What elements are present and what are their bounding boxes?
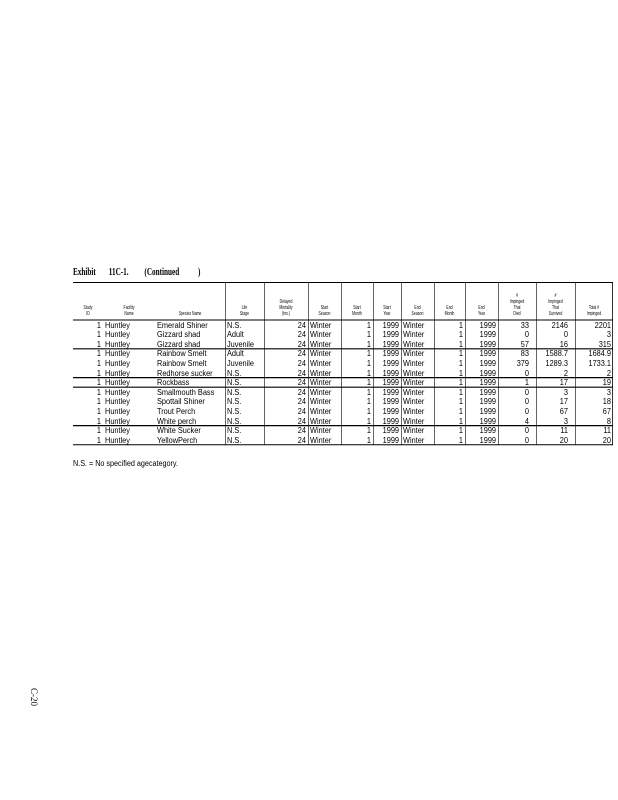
table-cell: Winter — [403, 330, 425, 340]
table-cell: 1 — [96, 406, 101, 416]
table-cell: 1 — [458, 387, 463, 397]
table-cell: 1 — [96, 378, 101, 388]
table-cell: 0 — [563, 330, 568, 340]
table-cell: Huntley — [105, 426, 130, 436]
table-cell: 17 — [559, 378, 568, 388]
exhibit-id: 11C-1. — [108, 267, 129, 278]
table-cell: 1 — [458, 368, 463, 378]
table-cell: 1999 — [479, 330, 496, 340]
column-header: Facility Name — [123, 305, 135, 317]
table-cell: Winter — [403, 349, 425, 359]
table-cell: 1 — [458, 358, 463, 368]
column-header: Delayed Mortality (hrs.) — [279, 299, 293, 317]
table-cell: White Sucker — [157, 426, 201, 436]
table-cell: 1999 — [382, 387, 399, 397]
table-cell: Huntley — [105, 320, 130, 330]
table-cell: 1999 — [479, 426, 496, 436]
table-cell: 1 — [96, 368, 101, 378]
table-cell: 0 — [524, 368, 529, 378]
table-cell: 3 — [563, 416, 568, 426]
table-cell: 3 — [606, 330, 611, 340]
exhibit-label: Exhibit — [73, 267, 96, 278]
column-header: # Impinged That Survived — [548, 293, 563, 317]
table-cell: 1684.9 — [588, 349, 611, 359]
table-cell: 1 — [458, 349, 463, 359]
table-cell: Huntley — [105, 435, 130, 445]
table-cell: 1 — [96, 397, 101, 407]
table-cell: Winter — [403, 387, 425, 397]
table-cell: 1999 — [479, 349, 496, 359]
table-cell: N.S. — [227, 368, 242, 378]
table-cell: Huntley — [105, 378, 130, 388]
table-cell: Winter — [310, 339, 332, 349]
table-cell: Spottail Shiner — [157, 397, 205, 407]
table-cell: 8 — [606, 416, 611, 426]
column-header: Study ID — [83, 305, 93, 317]
table-cell: Winter — [403, 397, 425, 407]
table-cell: Emerald Shiner — [157, 320, 208, 330]
table-cell: Winter — [310, 406, 332, 416]
table-cell: White perch — [157, 416, 197, 426]
table-cell: Winter — [403, 435, 425, 445]
table-cell: 1733.1 — [588, 358, 611, 368]
table-cell: N.S. — [227, 406, 242, 416]
table-cell: N.S. — [227, 435, 242, 445]
table-cell: 1999 — [382, 330, 399, 340]
table-cell: Winter — [310, 416, 332, 426]
continued-label: (Continued — [144, 267, 180, 278]
table-cell: 1999 — [382, 416, 399, 426]
table-cell: 1999 — [479, 320, 496, 330]
table-cell: 0 — [524, 406, 529, 416]
table-cell: Winter — [403, 426, 425, 436]
table-cell: Adult — [227, 349, 244, 359]
table-cell: Huntley — [105, 330, 130, 340]
table-cell: N.S. — [227, 378, 242, 388]
table-cell: 1999 — [382, 397, 399, 407]
table-cell: 19 — [602, 378, 611, 388]
table-cell: 1999 — [479, 368, 496, 378]
table-cell: 1289.3 — [545, 358, 568, 368]
table-cell: Winter — [310, 330, 332, 340]
table-cell: Winter — [310, 378, 332, 388]
table-cell: 1 — [458, 435, 463, 445]
table-cell: 0 — [524, 426, 529, 436]
column-header: Total # Impinged — [586, 305, 602, 317]
table-cell: Huntley — [105, 358, 130, 368]
table-cell: 11 — [560, 426, 568, 436]
table-cell: YellowPerch — [157, 435, 198, 445]
table-cell: 1588.7 — [545, 349, 568, 359]
table-cell: Winter — [403, 406, 425, 416]
table-cell: 57 — [520, 339, 529, 349]
table-cell: 24 — [297, 349, 306, 359]
table-cell: 379 — [516, 358, 529, 368]
table-cell: Winter — [310, 426, 332, 436]
table-cell: 1999 — [382, 406, 399, 416]
column-header: Start Month — [352, 305, 362, 317]
table-cell: 1 — [458, 378, 463, 388]
table-cell: 24 — [297, 320, 306, 330]
table-cell: 11 — [603, 426, 611, 436]
table-cell: 1 — [458, 320, 463, 330]
table-cell: 16 — [559, 339, 568, 349]
table-cell: 1 — [96, 426, 101, 436]
continued-close-paren: ) — [197, 267, 201, 278]
column-header: Life Stage — [239, 305, 250, 317]
table-cell: Huntley — [105, 368, 130, 378]
table-cell: 3 — [563, 387, 568, 397]
table-cell: Rockbass — [157, 378, 190, 388]
table-cell: 1999 — [382, 435, 399, 445]
table-cell: 24 — [297, 435, 306, 445]
table-cell: Redhorse sucker — [157, 368, 213, 378]
table-cell: Gizzard shad — [157, 330, 201, 340]
table-cell: 1 — [96, 416, 101, 426]
table-cell: Huntley — [105, 406, 130, 416]
table-cell: 1999 — [382, 339, 399, 349]
table-cell: 1 — [96, 320, 101, 330]
table-cell: 1 — [96, 339, 101, 349]
table-cell: 1 — [366, 397, 371, 407]
table-cell: Gizzard shad — [157, 339, 201, 349]
table-cell: Smallmouth Bass — [157, 387, 215, 397]
table-cell: 0 — [524, 330, 529, 340]
table-cell: Winter — [403, 416, 425, 426]
table-cell: 1 — [366, 339, 371, 349]
table-cell: 1999 — [382, 349, 399, 359]
column-header: Start Season — [318, 305, 331, 317]
table-cell: 3 — [606, 387, 611, 397]
table-cell: 1 — [458, 330, 463, 340]
table-cell: 83 — [520, 349, 529, 359]
table-cell: Huntley — [105, 339, 130, 349]
table-cell: 1 — [458, 397, 463, 407]
table-cell: N.S. — [227, 397, 242, 407]
table-cell: N.S. — [227, 320, 242, 330]
table-cell: 24 — [297, 330, 306, 340]
page-number: C-20 — [29, 688, 39, 706]
table-cell: 1 — [96, 387, 101, 397]
table-cell: Winter — [403, 339, 425, 349]
table-cell: 24 — [297, 368, 306, 378]
table-cell: 67 — [559, 406, 568, 416]
table-cell: 1999 — [479, 339, 496, 349]
column-header: End Month — [444, 305, 455, 317]
table-cell: 1999 — [479, 378, 496, 388]
table-cell: 2 — [563, 368, 568, 378]
table-cell: 1999 — [479, 387, 496, 397]
table-cell: 0 — [524, 435, 529, 445]
table-cell: 24 — [297, 397, 306, 407]
column-header: # Impinged That Died — [509, 293, 525, 317]
table-cell: N.S. — [227, 416, 242, 426]
exhibit-caption — [73, 267, 200, 281]
footnote: N.S. = No specified agecategory. — [73, 459, 178, 468]
table-cell: Huntley — [105, 397, 130, 407]
table-cell: Winter — [310, 358, 332, 368]
table-cell: Winter — [310, 349, 332, 359]
table-cell: 24 — [297, 426, 306, 436]
table-cell: 1 — [458, 339, 463, 349]
table-cell: Winter — [310, 320, 332, 330]
table-cell: 1 — [96, 358, 101, 368]
table-cell: 1 — [366, 435, 371, 445]
table-cell: 1 — [366, 320, 371, 330]
table-cell: Winter — [403, 358, 425, 368]
column-header: Species Name — [178, 311, 202, 317]
table-cell: 17 — [559, 397, 568, 407]
table-cell: 1999 — [479, 397, 496, 407]
table-cell: 24 — [297, 378, 306, 388]
table-cell: N.S. — [227, 387, 242, 397]
table-cell: Rainbow Smelt — [157, 358, 207, 368]
table-cell: 24 — [297, 387, 306, 397]
table-cell: 315 — [598, 339, 611, 349]
table-cell: 1999 — [382, 368, 399, 378]
table-cell: 18 — [602, 397, 611, 407]
table-cell: 1 — [366, 349, 371, 359]
table-cell: Winter — [403, 378, 425, 388]
table-cell: Huntley — [105, 416, 130, 426]
table-cell: 24 — [297, 358, 306, 368]
table-cell: Rainbow Smelt — [157, 349, 207, 359]
table-cell: 1999 — [479, 435, 496, 445]
table-cell: 1999 — [479, 358, 496, 368]
table-cell: 24 — [297, 406, 306, 416]
table-cell: 1999 — [382, 378, 399, 388]
table-cell: 1 — [458, 426, 463, 436]
table-cell: 2 — [606, 368, 611, 378]
table-cell: 1 — [96, 330, 101, 340]
table-cell: 1 — [366, 387, 371, 397]
table-cell: 0 — [524, 397, 529, 407]
table-cell: 1999 — [479, 406, 496, 416]
table-cell: 0 — [524, 387, 529, 397]
table-cell: 67 — [602, 406, 611, 416]
table-cell: 1999 — [382, 320, 399, 330]
table-cell: 1 — [524, 378, 529, 388]
table-cell: Juvenile — [227, 358, 255, 368]
table-cell: Winter — [403, 320, 425, 330]
table-cell: Adult — [227, 330, 244, 340]
table-cell: 33 — [520, 320, 529, 330]
table-cell: 24 — [297, 339, 306, 349]
table-cell: 1 — [366, 368, 371, 378]
table-cell: 1 — [366, 358, 371, 368]
table-cell: 1999 — [382, 426, 399, 436]
table-cell: Juvenile — [227, 339, 255, 349]
table-cell: Huntley — [105, 349, 130, 359]
table-cell: 1999 — [479, 416, 496, 426]
table-cell: 1 — [366, 416, 371, 426]
table-cell: 1 — [96, 435, 101, 445]
impingement-table — [73, 282, 613, 447]
table-cell: Huntley — [105, 387, 130, 397]
table-cell: 20 — [602, 435, 611, 445]
column-header: Start Year — [383, 305, 391, 317]
table-cell: Trout Perch — [157, 406, 196, 416]
table-cell: 1999 — [382, 358, 399, 368]
table-cell: Winter — [310, 387, 332, 397]
table-cell: 1 — [366, 406, 371, 416]
table-cell: 1 — [366, 426, 371, 436]
column-header: End Season — [411, 305, 424, 317]
table-cell: N.S. — [227, 426, 242, 436]
table-cell: Winter — [310, 397, 332, 407]
table-cell: 20 — [559, 435, 568, 445]
table-cell: Winter — [310, 435, 332, 445]
table-cell: Winter — [403, 368, 425, 378]
table-cell: 4 — [524, 416, 529, 426]
table-cell: 1 — [458, 416, 463, 426]
table-cell: 1 — [366, 378, 371, 388]
table-cell: 1 — [96, 349, 101, 359]
table-cell: 2146 — [551, 320, 568, 330]
table-cell: Winter — [310, 368, 332, 378]
table-cell: 1 — [366, 330, 371, 340]
table-cell: 24 — [297, 416, 306, 426]
column-header: End Year — [477, 305, 486, 317]
table-cell: 1 — [458, 406, 463, 416]
table-cell: 2201 — [594, 320, 611, 330]
